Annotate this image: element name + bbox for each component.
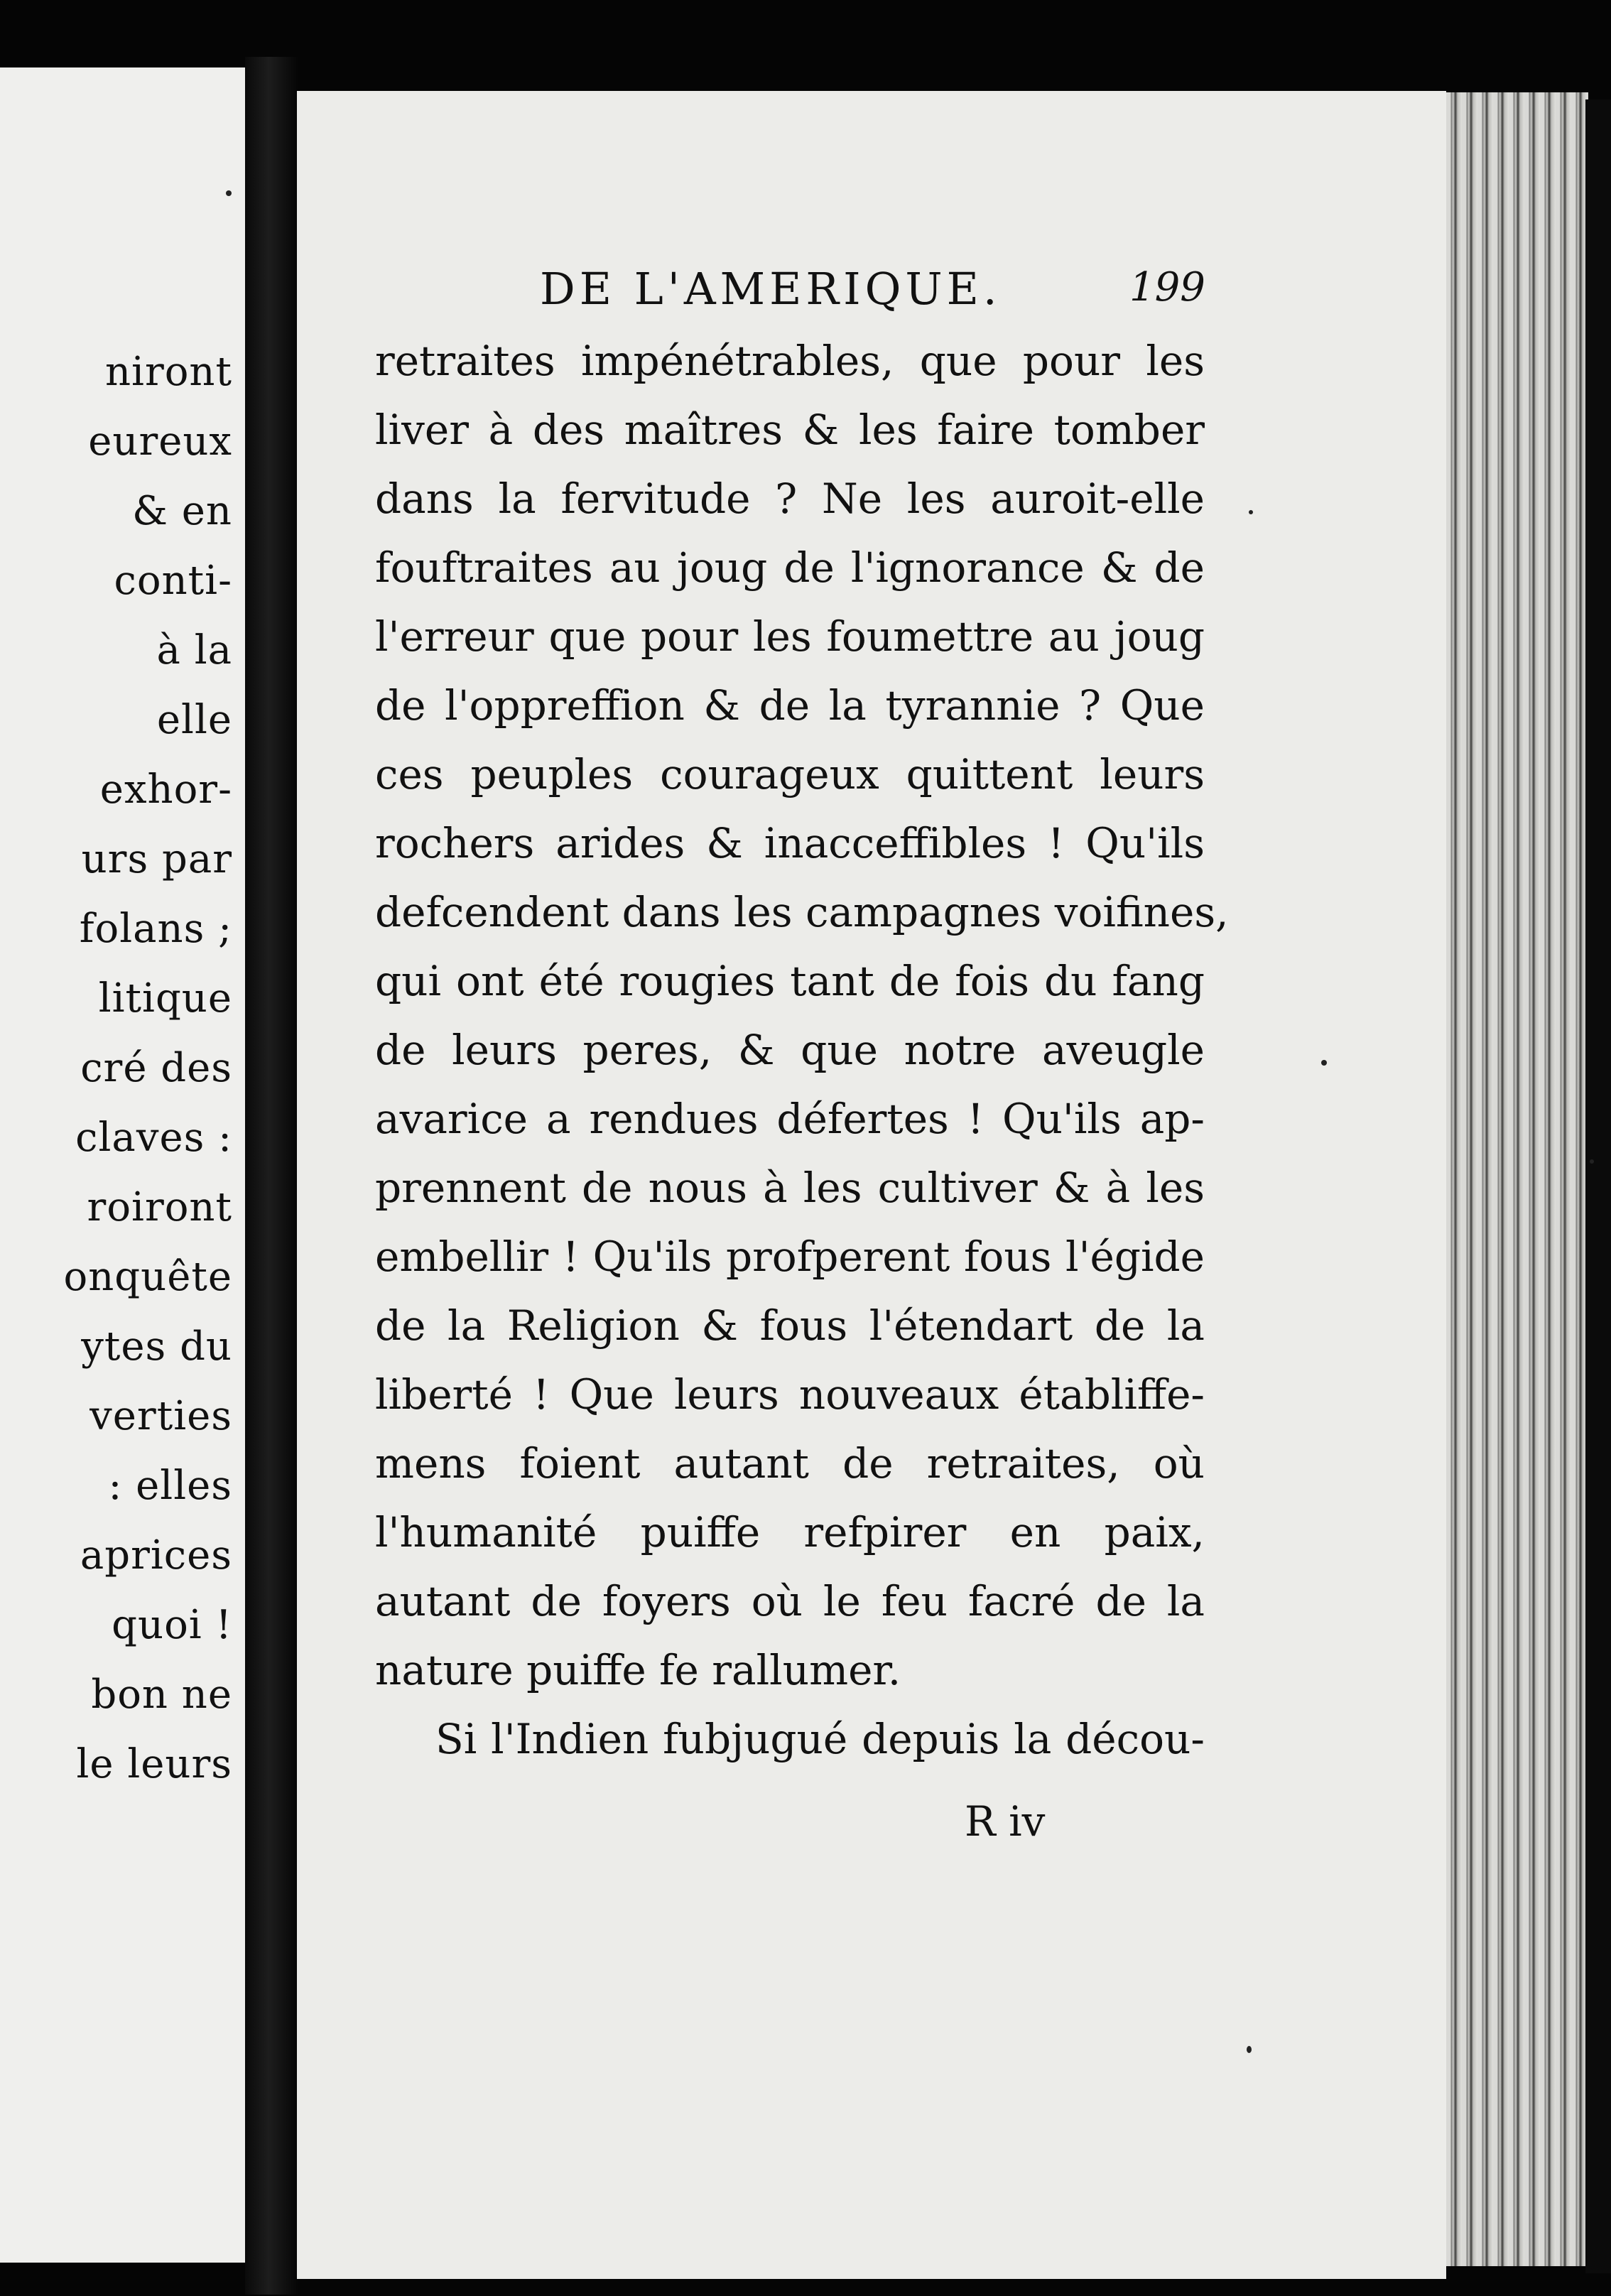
text-line: mens foient autant de retraites, où bbox=[375, 1439, 1205, 1488]
text-line: prennent de nous à les cultiver & à les bbox=[375, 1164, 1205, 1212]
ink-speck bbox=[1321, 1060, 1327, 1066]
page-header bbox=[540, 263, 1215, 320]
text-line: qui ont été rougies tant de fois du fang bbox=[375, 957, 1205, 1005]
signature-mark: R iv bbox=[965, 1797, 1046, 1846]
left-line: ytes du bbox=[81, 1323, 232, 1370]
left-line: verties bbox=[90, 1393, 232, 1439]
running-head: DE L'AMERIQUE. bbox=[540, 263, 1002, 315]
left-line: claves : bbox=[75, 1115, 232, 1161]
left-line: eureux bbox=[88, 418, 232, 465]
text-line: retraites impénétrables, que pour les bbox=[375, 337, 1205, 385]
body-text bbox=[375, 327, 1229, 1774]
text-line: Si l'Indien fubjugué depuis la décou- bbox=[435, 1715, 1205, 1763]
left-line: folans ; bbox=[79, 906, 232, 952]
left-line: elle bbox=[156, 697, 232, 743]
left-line: : elles bbox=[108, 1463, 232, 1509]
scan-border bbox=[1585, 99, 1611, 2273]
ink-speck bbox=[1249, 510, 1253, 514]
left-page bbox=[0, 67, 246, 2263]
left-line: conti- bbox=[114, 558, 232, 604]
text-line: de l'oppreffion & de la tyrannie ? Que bbox=[375, 681, 1205, 730]
ink-speck bbox=[1590, 1159, 1594, 1164]
left-page-text bbox=[64, 337, 232, 1799]
text-line: ces peuples courageux quittent leurs bbox=[375, 750, 1205, 798]
left-line: & en bbox=[132, 488, 232, 534]
text-line: dans la fervitude ? Ne les auroit-elle bbox=[375, 475, 1205, 523]
left-line: niront bbox=[104, 349, 232, 395]
text-line: de leurs peres, & que notre aveugle bbox=[375, 1026, 1205, 1074]
page-number: 199 bbox=[1129, 264, 1205, 310]
left-line: à la bbox=[156, 627, 232, 673]
left-line: urs par bbox=[81, 836, 232, 882]
left-line: exhor- bbox=[99, 767, 232, 813]
left-line: roiront bbox=[87, 1184, 232, 1230]
left-line: cré des bbox=[80, 1045, 232, 1091]
text-line: rochers arides & inacceffibles ! Qu'ils bbox=[375, 819, 1205, 867]
text-line: fouftraites au joug de l'ignorance & de bbox=[375, 543, 1205, 592]
text-line: embellir ! Qu'ils profperent fous l'égide bbox=[375, 1233, 1205, 1281]
text-line: nature puiffe fe rallumer. bbox=[375, 1646, 901, 1694]
text-line: de la Religion & fous l'étendart de la bbox=[375, 1301, 1205, 1350]
text-line: autant de foyers où le feu facré de la bbox=[375, 1577, 1205, 1625]
book-gutter bbox=[245, 57, 298, 2295]
text-line: liver à des maîtres & les faire tomber bbox=[375, 406, 1205, 454]
ink-speck bbox=[226, 190, 232, 196]
text-line: l'erreur que pour les foumettre au joug bbox=[375, 612, 1205, 661]
left-line: bon ne bbox=[91, 1672, 232, 1718]
ink-speck bbox=[1247, 2046, 1252, 2053]
page-edges bbox=[1446, 92, 1588, 2266]
left-line: onquête bbox=[63, 1254, 232, 1300]
text-line: avarice a rendues défertes ! Qu'ils ap- bbox=[375, 1095, 1205, 1143]
left-line: le leurs bbox=[76, 1741, 232, 1787]
text-line: l'humanité puiffe refpirer en paix, bbox=[375, 1508, 1205, 1556]
left-line: quoi ! bbox=[112, 1602, 232, 1648]
text-line: liberté ! Que leurs nouveaux établiffe- bbox=[375, 1370, 1205, 1419]
left-line: litique bbox=[98, 975, 232, 1022]
left-line: aprices bbox=[80, 1532, 232, 1578]
text-line: defcendent dans les campagnes voifines, bbox=[375, 888, 1229, 936]
